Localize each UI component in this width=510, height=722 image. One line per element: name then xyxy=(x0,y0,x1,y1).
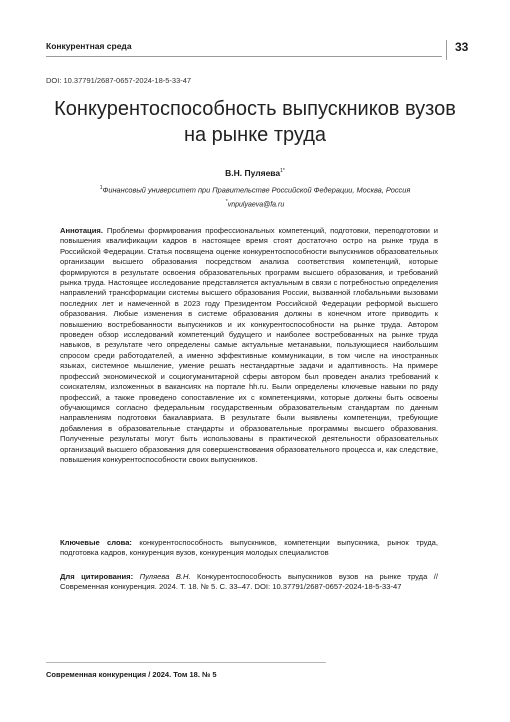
abstract-label: Аннотация. xyxy=(60,226,103,235)
author-email: vnpulyaeva@fa.ru xyxy=(227,201,285,209)
citation-label: Для цитирования: xyxy=(60,572,134,581)
footer-journal-info: Современная конкуренция / 2024. Том 18. № 5 xyxy=(46,670,217,679)
email-mark: * xyxy=(225,199,228,205)
email-line xyxy=(46,199,464,208)
page-number: 33 xyxy=(455,40,469,54)
author-line xyxy=(46,168,464,178)
header-vertical-divider xyxy=(446,40,447,60)
keywords-text: конкурентоспособность выпускников, компетенции выпускника, рынок труда, подготовка кадров, конкуренция вузов, конкуренция молодых специалистов xyxy=(60,538,438,558)
running-header-section: Конкурентная среда xyxy=(46,41,132,51)
abstract-text: Проблемы формирования профессиональных компетенций, подготовки, переподготовки и повышения квалификации кадров в настоящее время стоят достаточно остро на рынке труда в Российской Федерации. Статья посвящена оценке конкурентоспособности выпускников образовательных организации высшего образования посредством анализа соответствия компетенций, которые формируются в результате освоения образовательных программ высшего образования, и требований рынка труда. Настоящее исследование представляется актуальным в связи с потребностью определения направлений трансформации системы высшего образования России, вызванной глобальными вызовами последних лет и намеченной в 2023 году Президентом Российской Федерации реформой высшего образования. Любые изменения в системе образования должны в конечном итоге приводить к повышению востребованности выпускников и их конкурентоспособности на рынке труда. Автором проведен обзор исследований компетенций будущего и наиболее востребованных на рынке труда навыков, в результате чего определены самые актуальные метанавыки, пользующиеся наибольшим спросом среди работодателей, а именно эффективные коммуникации, в том числе на иностранных языках, системное мышление, умение решать нестандартные задачи и адаптивность. На примере профессий экономической и социогуманитарной сферы автором был проведен анализ требований к соискателям, изложенных в вакансиях на портале hh.ru. Были определены ключевые навыки по ряду профессий, а также проведено сопоставление их с компетенциями, которые должны быть освоены обучающимся согласно федеральным государственным образовательным стандартам по данным направлениям подготовки бакалавриата. В результате были выявлены компетенции, требующие добавления в образовательные стандарты и образовательные программы высшего образования. Полученные результаты могут быть использованы в практической деятельности образовательных организаций высшего образования для совершенствования образовательного процесса и, как следствие, повышения конкурентоспособности своих выпускников. xyxy=(60,226,438,464)
keywords xyxy=(60,538,438,559)
abstract xyxy=(60,226,438,465)
article-title: Конкурентоспособность выпускников вузов на рынке труда xyxy=(54,98,456,146)
doi-line: DOI: 10.37791/2687-0657-2024-18-5-33-47 xyxy=(46,76,192,85)
author-marks: 1* xyxy=(280,168,285,175)
author-name: В.Н. Пуляева xyxy=(225,168,281,178)
citation-author: Пуляева В.Н. xyxy=(139,572,191,581)
citation-text: Конкурентоспособность выпускников вузов на рынке труда // Современная конкуренция. 2024. Т. 18. № 5. С. 33–47. DOI: 10.37791/2687-0657-2024-18-5-33-47 xyxy=(60,572,438,592)
affiliation-mark: 1 xyxy=(99,185,103,191)
affiliation-line xyxy=(46,185,464,194)
header-divider xyxy=(46,56,442,57)
footer-divider xyxy=(46,662,326,663)
citation xyxy=(60,572,438,593)
affiliation-text: Финансовый университет при Правительстве Российской Федерации, Москва, Россия xyxy=(102,185,411,195)
keywords-label: Ключевые слова: xyxy=(60,538,132,547)
